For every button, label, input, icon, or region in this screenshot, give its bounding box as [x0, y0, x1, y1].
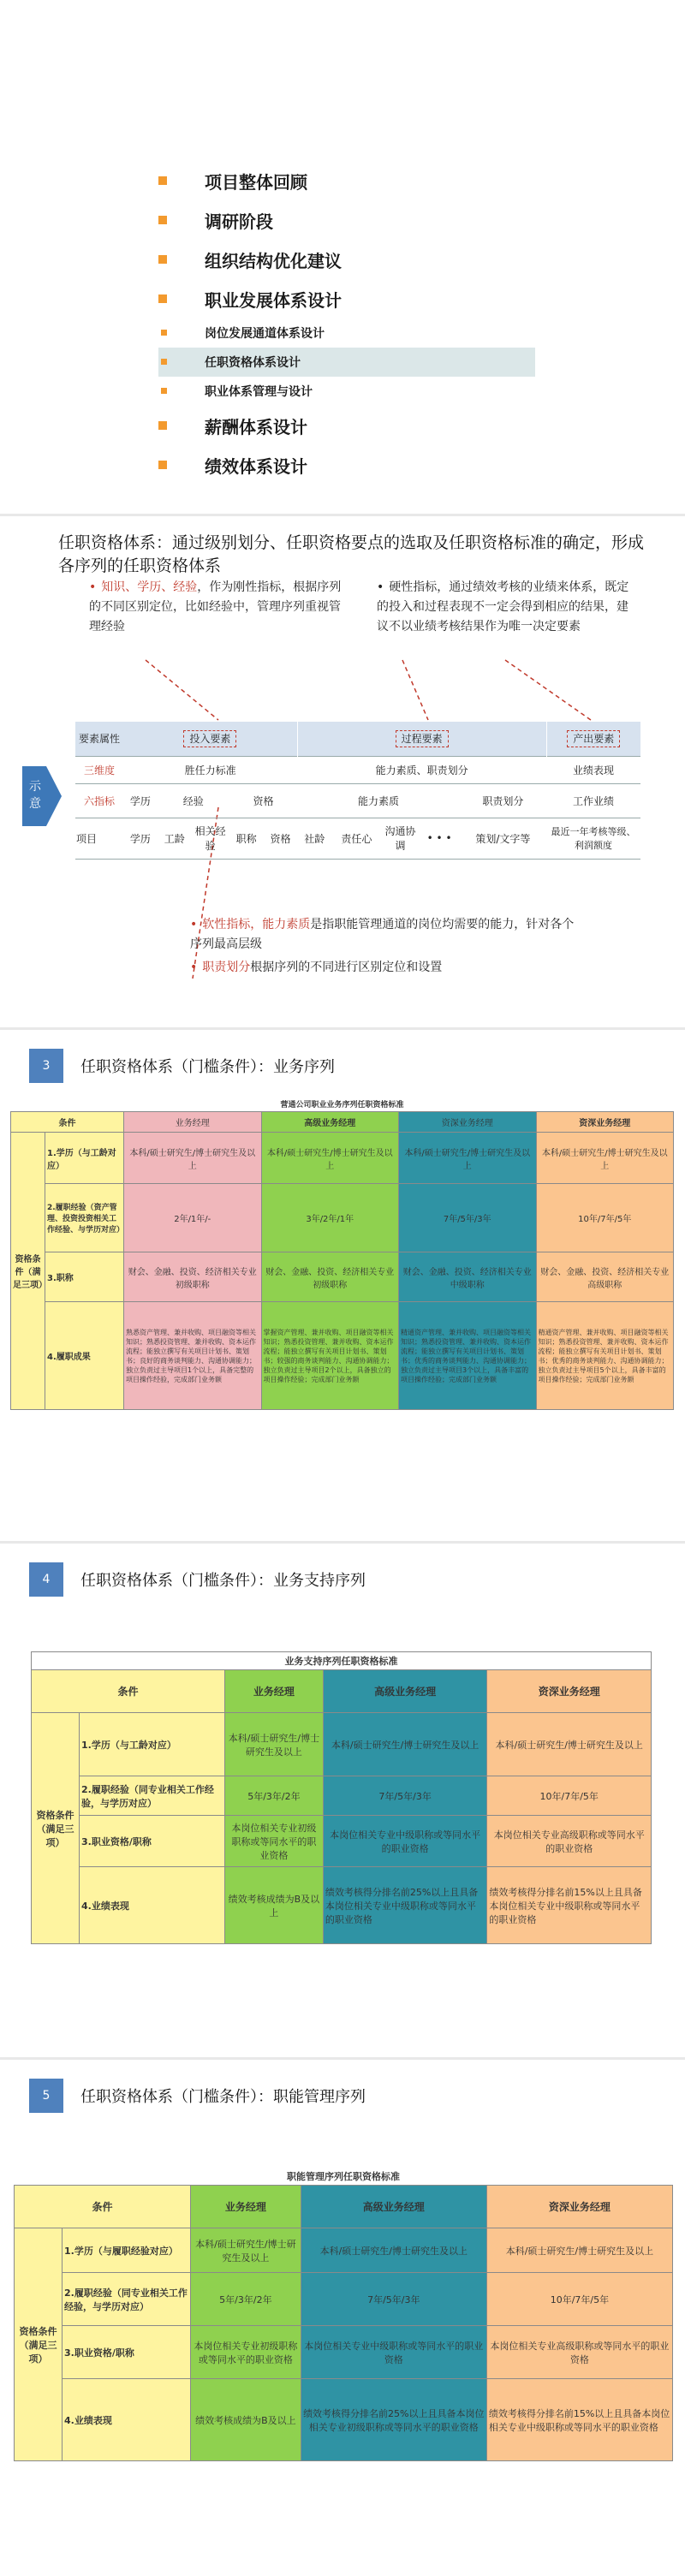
cell: 绩效考核得分排名前25%以上且具备本岗位相关专业中级职称或等同水平的职业资格: [323, 1867, 487, 1944]
side-label: 资格条件（满足三项）: [32, 1713, 80, 1944]
cell: 能力素质: [297, 783, 459, 818]
bottom-note-highlight: 职责划分: [202, 961, 251, 974]
row-label: 1.学历（与履职经验对应）: [63, 2228, 191, 2273]
cell: 绩效考核得分排名前15%以上且具备本岗位相关专业中级职称或等同水平的职业资格: [487, 1867, 652, 1944]
cell: 7年/5年/3年: [323, 1776, 487, 1816]
cell: 本科/硕士研究生/博士研究生及以上: [536, 1133, 674, 1184]
bullet-icon: [161, 359, 167, 365]
row-label: 六指标: [75, 783, 123, 818]
cell: 5年/3年/2年: [225, 1776, 324, 1816]
cell: 本科/硕士研究生/博士研究生及以上: [225, 1713, 324, 1776]
slide-functional-management-sequence: [0, 2060, 685, 2576]
bottom-note-text: 是指职能管理通道的岗位均需要的能力，针对各个序列最高层级: [190, 918, 575, 951]
cell: 熟悉资产管理、兼并收购、项目融资等相关知识；熟悉投资管理、兼并收购、资本运作流程；能独立撰写有关项目计划书、策划书；良好的商务谈判能力、沟通协调能力；独立负责过主导项目1个以上，具备完整的项目操作经验，完成部门业务额: [124, 1302, 262, 1410]
cell: [123, 722, 297, 756]
qualification-table: [10, 1097, 674, 1410]
cell: 财会、金融、投资、经济相关专业中级职称: [399, 1252, 537, 1302]
agenda-subitem[interactable]: [158, 377, 535, 406]
agenda-item-label: 调研阶段: [205, 211, 273, 232]
slide-header: [29, 1045, 335, 1086]
cell: 策划/文字等: [460, 818, 546, 859]
col-header: 条件: [15, 2186, 191, 2228]
cell: 社龄: [297, 818, 331, 859]
cell: 5年/3年/2年: [191, 2273, 301, 2326]
cell: 相关经验: [192, 818, 229, 859]
bullet-icon: [158, 255, 167, 264]
cell: 本科/硕士研究生/博士研究生及以上: [486, 2228, 672, 2273]
cell: 本岗位相关专业初级职称或等同水平的职业资格: [225, 1816, 324, 1867]
cell: 绩效考核成绩为B及以上: [225, 1867, 324, 1944]
row-label: 4.业绩表现: [63, 2379, 191, 2461]
slide-number: 4: [29, 1562, 63, 1597]
cell: [297, 722, 546, 756]
agenda-item[interactable]: [158, 406, 535, 445]
cell: 2年/1年/-: [124, 1184, 262, 1252]
bottom-note-text: 根据序列的不同进行区别定位和设置: [250, 961, 443, 974]
slide-number: 5: [29, 2079, 63, 2113]
cell: 本科/硕士研究生/博士研究生及以上: [399, 1133, 537, 1184]
qualification-table: [14, 2168, 673, 2461]
row-label: 4.业绩表现: [80, 1867, 225, 1944]
table-title: 营通公司职业业务序列任职资格标准: [11, 1097, 674, 1112]
cell-text: 产出要素: [567, 730, 620, 747]
col-header: 资深业务经理: [536, 1112, 674, 1133]
col-header: 高级业务经理: [323, 1670, 487, 1713]
cell: 精通资产管理、兼并收购、项目融资等相关知识；熟悉投资管理、兼并收购、资本运作流程；能独立撰写有关项目计划书、策划书；优秀的商务谈判能力、沟通协调能力；独立负责过主导项目5个以上，具备丰富的项目操作经验；完成部门业务额: [536, 1302, 674, 1410]
cell: 绩效考核成绩为B及以上: [191, 2379, 301, 2461]
cell: 学历: [123, 783, 158, 818]
bullet-icon: [158, 216, 167, 224]
row-label: 2.履职经验（同专业相关工作经验，与学历对应）: [63, 2273, 191, 2326]
slide-agenda: [0, 0, 685, 514]
col-header: 资深业务经理: [399, 1112, 537, 1133]
agenda-item-label: 项目整体回顾: [205, 171, 307, 193]
cell: 10年/7年/5年: [487, 1776, 652, 1816]
left-note-highlight: 知识、学历、经验: [101, 580, 198, 594]
cell: 掌握资产管理、兼并收购、项目融资等相关知识；熟悉投资管理、兼并收购、资本运作流程；能独立撰写有关项目计划书、策划书；较强的商务谈判能力、沟通协调能力；独立负责过主导项目2个以上，具备独立的项目操作经验；完成部门业务额: [261, 1302, 399, 1410]
bullet-icon: [158, 294, 167, 303]
cell: 资格: [264, 818, 298, 859]
left-note: • 知识、学历、经验，作为刚性指标，根据序列的不同区别定位，比如经验中，管理序列重视管理经验: [89, 580, 342, 634]
agenda-menu: [158, 161, 535, 485]
cell: 经验: [158, 783, 229, 818]
col-header: 条件: [32, 1670, 225, 1713]
bullet-icon: [158, 461, 167, 469]
slide-business-support-sequence: [0, 1544, 685, 2057]
side-label: 资格条件（满足三项）: [15, 2228, 63, 2461]
cell: 学历: [123, 818, 158, 859]
cell: 业绩表现: [546, 756, 640, 783]
cell: 资格: [229, 783, 298, 818]
agenda-subitem-label: 任职资格体系设计: [205, 356, 301, 370]
right-note-text: 硬性指标，通过绩效考核的业绩来体系，既定的投入和过程表现不一定会得到相应的结果，建议不以业绩考核结果作为唯一决定要素: [377, 580, 629, 634]
cell: 本岗位相关专业高级职称或等同水平的职业资格: [487, 1816, 652, 1867]
cell: 10年/7年/5年: [486, 2273, 672, 2326]
cell-text: 投入要素: [183, 730, 236, 747]
agenda-subitem-label: 岗位发展通道体系设计: [205, 327, 325, 341]
cell: 财会、金融、投资、经济相关专业初级职称: [124, 1252, 262, 1302]
cell: 本岗位相关专业初级职称或等同水平的职业资格: [191, 2326, 301, 2379]
agenda-item-label: 职业发展体系设计: [205, 289, 342, 311]
right-note: • 硬性指标，通过绩效考核的业绩来体系，既定的投入和过程表现不一定会得到相应的结果，建议不以业绩考核结果作为唯一决定要素: [377, 580, 629, 634]
cell: 职称: [229, 818, 264, 859]
cell: 工龄: [158, 818, 192, 859]
agenda-item[interactable]: [158, 445, 535, 485]
cell: 胜任力标准: [123, 756, 297, 783]
slide-title: 任职资格体系：通过级别划分、任职资格要点的选取及任职资格标准的确定，形成各序列的任职资格体系: [58, 533, 645, 575]
slide-header: [29, 1559, 366, 1600]
slide-qualification-overview: [0, 516, 685, 1027]
row-label: 项目: [75, 818, 123, 859]
qualification-table: [31, 1651, 652, 1944]
cell: 7年/5年/3年: [301, 2273, 486, 2326]
row-label: 3.职业资格/职称: [80, 1816, 225, 1867]
cell-text: 过程要素: [396, 730, 449, 747]
col-header: 高级业务经理: [301, 2186, 486, 2228]
cell: 工作业绩: [546, 783, 640, 818]
col-header: 业务经理: [191, 2186, 301, 2228]
agenda-item-label: 绩效体系设计: [205, 455, 307, 477]
cell: 本科/硕士研究生/博士研究生及以上: [301, 2228, 486, 2273]
cell: 财会、金融、投资、经济相关专业高级职称: [536, 1252, 674, 1302]
bottom-note-1: • 软性指标，能力素质是指职能管理通道的岗位均需要的能力，针对各个序列最高层级: [190, 918, 575, 951]
cell: 本科/硕士研究生/博士研究生及以上: [487, 1713, 652, 1776]
cell: 本科/硕士研究生/博士研究生及以上: [191, 2228, 301, 2273]
agenda-subitem-label: 职业体系管理与设计: [205, 385, 313, 399]
slide-title: 任职资格体系（门槛条件）：业务序列: [80, 1058, 335, 1076]
col-header: 业务经理: [225, 1670, 324, 1713]
cell: [546, 722, 640, 756]
slide-business-sequence: [0, 1030, 685, 1541]
row-label: 2.履职经验（资产管理、投资投资相关工作经验、与学历对应）: [45, 1184, 124, 1252]
cell: • • •: [419, 818, 459, 859]
slide-header: [29, 2075, 366, 2116]
row-label: 要素属性: [75, 722, 123, 756]
agenda-item[interactable]: [158, 161, 535, 200]
table-title: 职能管理序列任职资格标准: [15, 2168, 673, 2186]
row-label: 三维度: [75, 756, 123, 783]
row-label: 4.履职成果: [45, 1302, 124, 1410]
agenda-subitem-active[interactable]: [158, 348, 535, 377]
cell: 绩效考核得分排名前15%以上且具备本岗位相关专业中级职称或等同水平的职业资格: [486, 2379, 672, 2461]
cell: 能力素质、职责划分: [297, 756, 546, 783]
arrow-label: 示意: [29, 780, 41, 811]
cell: 财会、金融、投资、经济相关专业初级职称: [261, 1252, 399, 1302]
cell: 10年/7年/5年: [536, 1184, 674, 1252]
bottom-note-2: • 职责划分根据序列的不同进行区别定位和设置: [190, 961, 443, 974]
cell: 最近一年考核等级、利润额度: [546, 818, 640, 859]
col-header: 高级业务经理: [261, 1112, 399, 1133]
cell: 沟通协调: [381, 818, 419, 859]
col-header: 条件: [11, 1112, 124, 1133]
row-label: 1.学历（与工龄对应）: [45, 1133, 124, 1184]
col-header: 业务经理: [124, 1112, 262, 1133]
cell: 责任心: [331, 818, 381, 859]
row-label: 2.履职经验（同专业相关工作经验，与学历对应）: [80, 1776, 225, 1816]
bottom-note-highlight: 软性指标，能力素质: [202, 918, 311, 931]
cell: 绩效考核得分排名前25%以上且具备本岗位相关专业初级职称或等同水平的职业资格: [301, 2379, 486, 2461]
agenda-item[interactable]: [158, 279, 535, 318]
cell: 本岗位相关专业中级职称或等同水平的职业资格: [301, 2326, 486, 2379]
agenda-item[interactable]: [158, 200, 535, 240]
agenda-item-label: 薪酬体系设计: [205, 416, 307, 437]
element-table: [75, 722, 640, 860]
agenda-item-label: 组织结构优化建议: [205, 250, 342, 271]
row-label: 3.职业资格/职称: [63, 2326, 191, 2379]
cell: 职责划分: [460, 783, 546, 818]
cell: 本科/硕士研究生/博士研究生及以上: [323, 1713, 487, 1776]
cell: 本岗位相关专业中级职称或等同水平的职业资格: [323, 1816, 487, 1867]
cell: 3年/2年/1年: [261, 1184, 399, 1252]
slide-title: 任职资格体系（门槛条件）：业务支持序列: [80, 1572, 366, 1590]
cell: 本科/硕士研究生/博士研究生及以上: [124, 1133, 262, 1184]
cell: 精通资产管理、兼并收购、项目融资等相关知识；熟悉投资管理、兼并收购、资本运作流程；能独立撰写有关项目计划书、策划书；优秀的商务谈判能力、沟通协调能力；独立负责过主导项目3个以上，具备丰富的项目操作经验；完成部门业务额: [399, 1302, 537, 1410]
slide-title: 任职资格体系（门槛条件）：职能管理序列: [80, 2088, 366, 2106]
row-label: 3.职称: [45, 1252, 124, 1302]
left-note-text: ，作为刚性指标，根据序列的不同区别定位，比如经验中，管理序列重视管理经验: [89, 580, 342, 634]
row-label: 1.学历（与工龄对应）: [80, 1713, 225, 1776]
agenda-item[interactable]: [158, 240, 535, 279]
col-header: 资深业务经理: [486, 2186, 672, 2228]
side-label: 资格条件（满足三项）: [11, 1133, 45, 1410]
bullet-icon: [158, 176, 167, 185]
agenda-subitem[interactable]: [158, 318, 535, 348]
col-header: 资深业务经理: [487, 1670, 652, 1713]
cell: 本岗位相关专业高级职称或等同水平的职业资格: [486, 2326, 672, 2379]
table-title: 业务支持序列任职资格标准: [32, 1652, 652, 1670]
bullet-icon: [161, 330, 167, 336]
bullet-icon: [158, 421, 167, 430]
cell: 本科/硕士研究生/博士研究生及以上: [261, 1133, 399, 1184]
cell: 7年/5年/3年: [399, 1184, 537, 1252]
bullet-icon: [161, 388, 167, 394]
slide-number: 3: [29, 1049, 63, 1083]
